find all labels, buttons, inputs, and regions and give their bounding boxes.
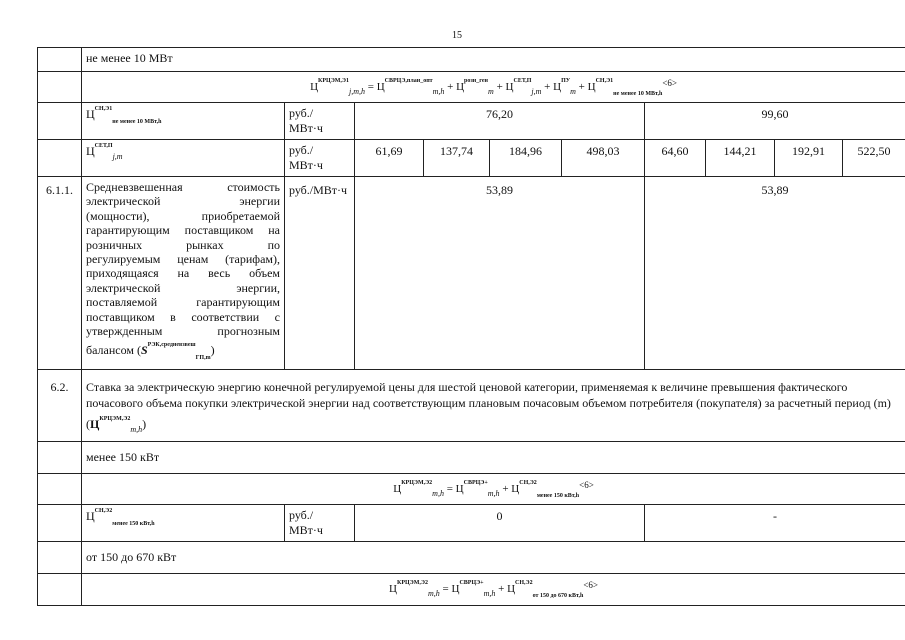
unit-label: руб./ МВт·ч bbox=[285, 103, 355, 140]
section-label-min-10mw: не менее 10 МВт bbox=[82, 48, 905, 72]
empty-cell bbox=[38, 72, 82, 103]
table-row bbox=[38, 103, 905, 140]
empty-cell bbox=[38, 473, 82, 504]
empty-cell bbox=[38, 573, 82, 605]
table-row bbox=[38, 177, 905, 370]
description-6-2: Ставка за электрическую энергию конечной регулируемой цены для шестой ценовой категории, применяемая к величине превышения фактического почасового объема покупки электрической энергии над соответствующим плановым почасовым объемом потребителя (покупателя) за расчетный период (m) $(Ц^{КРЦЭМ,Э2}_{m,h})$ bbox=[82, 369, 905, 441]
unit-label: руб./МВт·ч bbox=[285, 177, 355, 370]
value-cell: 53,89 bbox=[645, 177, 905, 370]
symbol-set-p: $Ц^{СЕТ,П}_{j,m}$ bbox=[82, 140, 285, 177]
table-row bbox=[38, 541, 905, 573]
table-row bbox=[38, 573, 905, 605]
table-row bbox=[38, 48, 905, 72]
value-cell: 522,50 bbox=[843, 140, 905, 177]
symbol-sn-e1: $Ц^{СН,Э1}_{не менее 10 МВт,h}$ bbox=[82, 103, 285, 140]
table-row bbox=[38, 441, 905, 473]
table-row bbox=[38, 504, 905, 541]
value-cell: 137,74 bbox=[424, 140, 490, 177]
table-row bbox=[38, 369, 905, 441]
page-number: 15 bbox=[452, 30, 462, 41]
unit-label: руб./ МВт·ч bbox=[285, 504, 355, 541]
value-cell: 192,91 bbox=[775, 140, 843, 177]
section-label-150-670kw: от 150 до 670 кВт bbox=[82, 541, 905, 573]
formula-krcem-e2-150-670: $Ц^{КРЦЭМ,Э2}_{m,h} = Ц^{СВРЦЭ+}_{m,h} + Ц^{СН,Э2}_{от 150 до 670 кВт,h}^{<6>}$ bbox=[82, 573, 905, 605]
value-cell: 498,03 bbox=[562, 140, 645, 177]
formula-krcem-e2-less-150: $Ц^{КРЦЭМ,Э2}_{m,h} = Ц^{СВРЦЭ+}_{m,h} + Ц^{СН,Э2}_{менее 150 кВт,h}^{<6>}$ bbox=[82, 473, 905, 504]
value-cell: 0 bbox=[355, 504, 645, 541]
value-cell: 184,96 bbox=[490, 140, 562, 177]
unit-label: руб./ МВт·ч bbox=[285, 140, 355, 177]
table-row bbox=[38, 473, 905, 504]
value-cell: 53,89 bbox=[355, 177, 645, 370]
tariff-table bbox=[37, 47, 905, 606]
empty-cell bbox=[38, 48, 82, 72]
description-6-1-1: Средневзвешенная стоимость электрической энергии (мощности), приобретаемой гарантирующим поставщиком на розничных рынках по регулируемым ценам (тарифам), приходящаяся на весь объем электрической энергии, поставляемой гарантирующим поставщиком в соответствии с утвержденным прогнозным балансом $(S^{РЭК,средневзвеш}_{ГП,m})$ bbox=[82, 177, 285, 370]
table-row bbox=[38, 140, 905, 177]
empty-cell bbox=[38, 441, 82, 473]
row-number: 6.2. bbox=[38, 369, 82, 441]
table-row bbox=[38, 72, 905, 103]
empty-cell bbox=[38, 140, 82, 177]
formula-krcem-e1: $Ц^{КРЦЭМ,Э1}_{j,m,h} = Ц^{СВРЦЭ,план\_опт}_{m,h} + Ц^{розн\_ген}_m + Ц^{СЕТ,П}_{j,m} + Ц^{ПУ}_m + Ц^{СН,Э1}_{не менее 10 МВт,h}^{<6>}$ bbox=[82, 72, 905, 103]
row-number: 6.1.1. bbox=[38, 177, 82, 370]
value-cell: - bbox=[645, 504, 905, 541]
empty-cell bbox=[38, 103, 82, 140]
symbol-sn-e2: $Ц^{СН,Э2}_{менее 150 кВт,h}$ bbox=[82, 504, 285, 541]
value-cell: 144,21 bbox=[706, 140, 775, 177]
empty-cell bbox=[38, 504, 82, 541]
value-cell: 64,60 bbox=[645, 140, 706, 177]
value-cell: 99,60 bbox=[645, 103, 905, 140]
value-cell: 76,20 bbox=[355, 103, 645, 140]
section-label-less-150kw: менее 150 кВт bbox=[82, 441, 905, 473]
value-cell: 61,69 bbox=[355, 140, 424, 177]
empty-cell bbox=[38, 541, 82, 573]
